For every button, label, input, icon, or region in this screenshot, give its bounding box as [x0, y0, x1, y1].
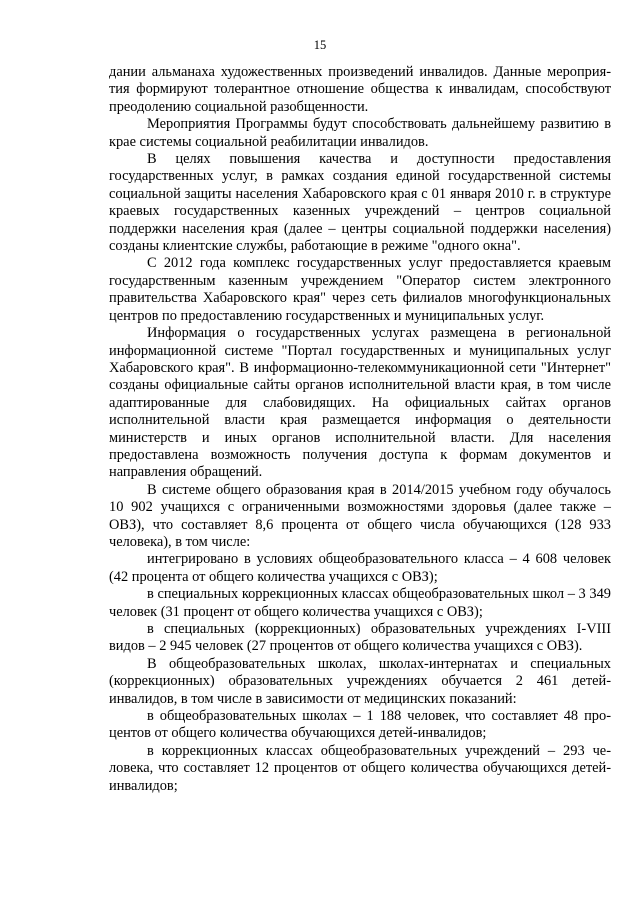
- paragraph-6: В системе общего образования края в 2014/2015 учебном году обучалось 10 902 учащихся с ограниченными возможностями здоровья (далее также – ОВЗ), что составляет 8,6 процента от общего числа обучающихся (128 933 человека), в том числе:: [109, 481, 611, 550]
- paragraph-1: дании альманаха художественных произведений инвалидов. Данные мероприятия формируют толерантное отношение общества к инвалидам, способствуют преодолению социальной разобщенности.: [109, 64, 611, 115]
- page-number: 15: [313, 38, 327, 52]
- paragraph-12: в коррекционных классах общеобразовательных учреждений – 293 человека, что составляет 12 процентов от общего количества обучающихся детей-инвалидов;: [109, 742, 611, 794]
- paragraph-8: в специальных коррекционных классах общеобразовательных школ – 3 349 человек (31 процент от общего количества учащихся с ОВЗ);: [109, 586, 611, 620]
- paragraph-11: в общеобразовательных школах – 1 188 человек, что составляет 48 процентов от общего количества обучающихся детей-инвалидов;: [109, 708, 611, 742]
- paragraph-9: в специальных (коррекционных) образовательных учреждениях I-VIII видов – 2 945 человек (27 процентов от общего количества учащихся с ОВЗ).: [109, 621, 611, 655]
- paragraph-7: интегрировано в условиях общеобразовательного класса – 4 608 человек (42 процента от общего количества учащихся с ОВЗ);: [109, 551, 611, 585]
- paragraph-2: Мероприятия Программы будут способствовать дальнейшему развитию в крае системы социальной реабилитации инвалидов.: [109, 116, 611, 150]
- paragraph-10: В общеобразовательных школах, школах-интернатах и специальных (коррекционных) образовательных учреждениях обучается 2 461 детей-инвалидов, в том числе в зависимости от медицинских показаний:: [109, 655, 611, 707]
- paragraph-4: С 2012 года комплекс государственных услуг предоставляется краевым государственным казенным учреждением "Оператор систем электронного правительства Хабаровского края" через сеть филиалов многофункциональных центров по предоставлению государственных и муниципальных услуг.: [109, 255, 611, 324]
- paragraph-3: В целях повышения качества и доступности предоставления государственных услуг, в рамках создания единой государственной системы социальной защиты населения Хабаровского края с 01 января 2010 г. в структуре краевых государственных казенных учреждений – центров социальной поддержки населения края (далее – центры социальной поддержки населения) созданы клиентские службы, работающие в режиме "одного окна".: [109, 151, 611, 255]
- document-body: [109, 64, 611, 795]
- paragraph-5: Информация о государственных услугах размещена в региональной информационной системе "Портал государственных и муниципальных услуг Хабаровского края". В информационно-телекоммуникационной сети "Интернет" созданы официальные сайты органов исполнительной власти края, в том числе адаптированные для слабовидящих. На официальных сайтах органов исполнительной власти края размещается информация о деятельности министерств и иных органов исполнительной власти. Для населения предоставлена возможность получения доступа к формам документов и направления обращений.: [109, 325, 611, 481]
